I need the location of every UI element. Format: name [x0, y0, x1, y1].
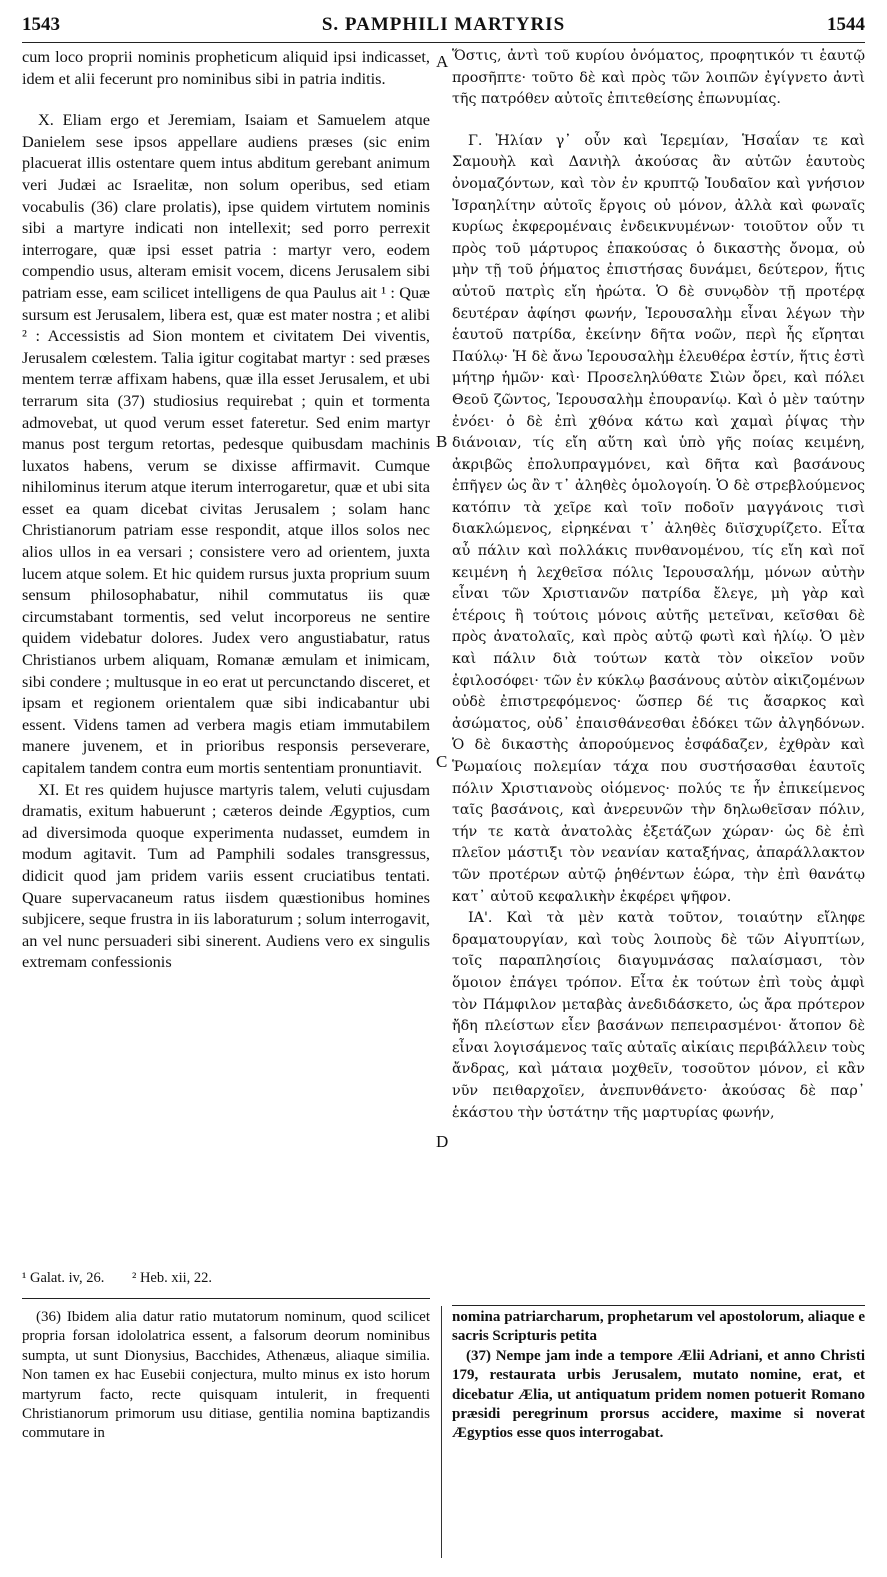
running-header — [22, 10, 865, 40]
latin-paragraph-x: X. Eliam ergo et Jeremiam, Isaiam et Samuelem atque Danielem sese ipsos appellare audiens præses (sic enim placuerat illis ostentare quem intus abditum gerebant animum veri Judæi ac Israelitæ, non solum operibus, sed etiam vocabulis (36) clare prolatis), ipse quidem virtutem nominis sibi a martyre indicati non intellexit; sed porro perrexit interrogare, quæ ipsi esset patria : martyr vero, eodem compendio usus, alteram emisit vocem, dicens Jerusalem sibi patriam esse, eam scilicet intelligens de qua Paulus ait ¹ : Quæ sursum est Jerusalem, libera est, quæ est mater nostra ; et alibi ² : Accessistis ad Sion montem et civitatem Dei viventis, Jerusalem cœlestem. Talia igitur cogitabat martyr : sed præses mentem terræ affixam habens, quæ illa esset Jerusalem, et ubi terrarum sita (37) studiosius requirebat ; quin et tormenta admovebat, ut quod verum esset fateretur. Sed enim martyr manus post tergum retortas, pedesque quibusdam machinis luxatos habens, verum se dixisse affirmavit. Cumque nihilominus iterum atque iterum interrogaretur, quæ et ubi sita esset ea quam dicebat civitas Jerusalem ; solam hanc Christianorum patriam esse respondit, atque illos solos nec alios ullos in ea versari ; consistere vero ad orientem, juxta lucem atque solem. Et hic quidem rursus juxta proprium suum sensum philosophabatur, nihil commutatus iis quæ circumstabant tormentis, sed velut incorporeus ne sentire quidem videbatur dolores. Judex vero angustiabatur, ratus Christianos urbem aliquam, Romanæ æmulam et inimicam, sibi condere ; multusque in eo erat ut percunctando disceret, et ipsam et regionem orientalem quæ sibi indicabantur ubi essent. Videns tamen ad verbera magis etiam immutabilem manere juvenem, et in prioribus responsis perseverare, capitalem tandem contra eum mortis sententiam pronuntiavit. — [22, 110, 430, 777]
greek-paragraph-xi: ΙΑ'. Καὶ τὰ μὲν κατὰ τοῦτον, τοιαύτην εἴληφε δραματουργίαν, καὶ τοὺς λοιποὺς δὲ τῶν Αἰγυπτίων, τοῖς παραπλησίοις διαγυμνάσας παλαίσμασι, τὸν ὅμοιον ἐπάγει τρόπον. Εἶτα ἐκ τούτων ἐπὶ τοὺς ἀμφὶ τὸν Πάμφιλον μεταβὰς ἀνεδιδάσκετο, ὡς ἄρα πρότερον ἤδη πλείστων εἶεν βασάνων πεπειρασμένοι· ἄτοπον δὲ εἶναι λογισάμενος ταῖς αὐταῖς αἰκίαις περιβάλλειν τοὺς ἄνδρας, καὶ μάταια μοχθεῖν, τοσοῦτον μόνον, εἰ κἂν νῦν πειθαρχοῖεν, ἀνεπυνθάνετο· ἀκούσας δὲ παρ᾽ ἑκάστου τὴν ὑστάτην τῆς μαρτυρίας φωνήν, — [452, 910, 865, 1121]
notes-rule-right — [452, 1305, 865, 1306]
notes-right-column — [452, 1308, 865, 1558]
page-number-left: 1543 — [22, 14, 60, 35]
latin-column — [22, 46, 430, 1291]
note-36-continuation: nomina patriarcharum, prophetarum vel apostolorum, aliaque e sacris Scripturis petita — [452, 1309, 865, 1345]
notes-rule-left — [22, 1298, 430, 1299]
notes-column-divider — [441, 1306, 442, 1558]
header-rule — [22, 42, 865, 43]
page-number-right: 1544 — [826, 14, 865, 35]
margin-letter-b: B — [436, 432, 448, 451]
reference-galatians: ¹ Galat. iv, 26. — [22, 1270, 105, 1286]
note-37: (37) Nempe jam inde a tempore Ælii Adriani, et anno Christi 179, restaurata urbis Jerusalem, mutato nomine, erat, et dicebatur Ælia, ut antiquatum pridem nomen potuerit Romano præsidi peregrinum prorsus accidere, maxime si noverat Ægyptios esse quos interrogabat. — [452, 1347, 865, 1442]
margin-letter-a: A — [436, 52, 449, 71]
reference-hebrews: ² Heb. xii, 22. — [131, 1270, 213, 1286]
latin-paragraph-xi: XI. Et res quidem hujusce martyris talem, veluti cujusdam dramatis, exitum habuerunt ; cæteros deinde Ægyptios, cum ad diversimoda quoque experimenta nudasset, eumdem in modum agitavit. Tum ad Pamphili sodales transgressus, didicit quod jam pridem variis essent cruciatibus tentati. Quare supervacaneum ratus iisdem quæstionibus homines subjicere, seque frustra in iis laboraturum ; solum interrogavit, an vel nunc persuaderi sibi sinerent. Audiens vero ex singulis extremam confessionis — [22, 779, 430, 972]
greek-column — [452, 46, 865, 1291]
page-title: S. PAMPHILI MARTYRIS — [321, 14, 566, 35]
margin-letter-d: D — [436, 1132, 449, 1151]
notes-left-column — [22, 1308, 430, 1558]
margin-letter-c: C — [436, 752, 448, 771]
greek-paragraph-intro: Ὅστις, ἀντὶ τοῦ κυρίου ὀνόματος, προφητικόν τι ἑαυτῷ προσῆπτε· τοῦτο δὲ καὶ πρὸς τῶν λοιπῶν ἐγίγνετο ἀντὶ τῆς πατρόθεν αὐτοῖς ἐπιτεθείσης ἐπωνυμίας. — [452, 48, 865, 108]
latin-paragraph-intro: cum loco proprii nominis propheticum aliquid ipsi indicasset, idem et alii fecerunt pro nominibus sibi in patria inditis. — [22, 47, 430, 88]
note-36: (36) Ibidem alia datur ratio mutatorum nominum, quod scilicet propria forsan idololatrica essent, a falsorum deorum nominibus sumpta, ut sunt Dionysius, Bacchides, Athenæus, aliaque similia. Non tamen ex hac Eusebii conjectura, multo minus ex isto horum martyrum facto, recte quisquam intulerit, in frequenti Christianorum primorum usu ditiase, gentilia nomina baptizandis commutare in — [22, 1309, 430, 1442]
scripture-references — [22, 1268, 430, 1288]
greek-paragraph-x: Γ. Ἠλίαν γ᾽ οὖν καὶ Ἱερεμίαν, Ἡσαΐαν τε καὶ Σαμουὴλ καὶ Δανιὴλ ἀκούσας ἂν αὐτῶν ἑαυτοὺς ὀνομαζόντων, καὶ τὸν ἐν κρυπτῷ Ἰουδαῖον καὶ γνήσιον Ἰσραηλίτην αὐτοῖς ἔργοις οὐ μόνον, ἀλλὰ καὶ φωναῖς κυρίως ἐκφερομέναις ἐνδεικνυμένων· τοιοῦτον οὖν τι πρὸς τοῦ μάρτυρος ἐπακούσας ὁ δικαστὴς ὄνομα, οὐ μὴν τῇ τοῦ ῥήματος ἐπιστήσας δυνάμει, δεύτερον, ἥτις αὐτοῦ πατρὶς εἴη ἠρώτα. Ὁ δὲ συνῳδὸν τῇ προτέρᾳ δευτέραν ἀφίησι φωνήν, Ἱερουσαλὴμ εἶναι λέγων τὴν ἑαυτοῦ πατρίδα, ἐκείνην δῆτα νοῶν, περὶ ἧς εἴρηται Παύλῳ· Ἡ δὲ ἄνω Ἱερουσαλὴμ ἐλευθέρα ἐστίν, ἥτις ἐστὶ μήτηρ ἡμῶν· καὶ· Προσεληλύθατε Σιὼν ὄρει, καὶ πόλει Θεοῦ ζῶντος, Ἱερουσαλὴμ ἐπουρανίῳ. Καὶ ὁ μὲν ταύτην ἐνόει· ὁ δὲ ἐπὶ χθόνα κάτω καὶ χαμαὶ ῥίψας τὴν διάνοιαν, τίς εἴη αὕτη καὶ ὑπὸ γῆς ποίας κειμένη, ἀκριβῶς ἐπολυπραγμόνει, καὶ δῆτα καὶ βασάνους ἐπῆγεν ὡς ἂν τ᾽ ἀληθὲς ὁμολογοίη. Ὁ δὲ στρεβλούμενος κατόπιν τὰ χεῖρε καὶ τοῖν ποδοῖν μαγγάνοις τισὶ διακλώμενος, εἰρηκέναι τ᾽ ἀληθὲς διϊσχυρίζετο. Εἶτα αὖ πάλιν καὶ πολλάκις πυνθανομένου, τίς εἴη καὶ ποῖ κειμένη ἡ λεχθεῖσα πόλις Ἱερουσαλήμ, μόνων αὐτὴν εἶναι τῶν Χριστιανῶν πατρίδα ἔλεγε, μὴ γὰρ καὶ ἑτέροις ἢ τούτοις μόνοις αὐτῆς μετεῖναι, κεῖσθαι δὲ πρὸς ἀνατολαῖς, καὶ πρὸς αὐτῷ φωτὶ καὶ ἡλίῳ. Ὁ μὲν καὶ πάλιν διὰ τούτων κατὰ τὸν οἰκεῖον νοῦν ἐφιλοσόφει· τῶν ἐν κύκλῳ βασάνους αὐτὸν αἰκιζομένων οὐδὲ ἐπιστρεφόμενος· ὥσπερ δέ τις ἄσαρκος καὶ ἀσώματος, οὐδ᾽ ἐπαισθάνεσθαι ἐδόκει τῶν ἀλγηδόνων. Ὁ δὲ δικαστὴς ἀπορούμενος ἐσφάδαζεν, ἐχθρὰν καὶ Ῥωμαίοις πολεμίαν τάχα που συστήσασθαι ἑαυτοῖς πόλιν Χριστιανοὺς οἰόμενος· πολύς τε ἦν ἐπικείμενος ταῖς βασάνοις, καὶ ἀνερευνῶν τὴν δηλωθεῖσαν πόλιν, τήν τε κατὰ ἀνατολὰς ἐξετάζων χώραν· ὡς δὲ ἐπὶ πλεῖον μάστιξι τὸν νεανίαν καταξήνας, ἀπαράλλακτον τῶν προτέρων αὐτῷ ῥηθέντων ἑώρα, τὴν ἐπὶ θανάτῳ κατ᾽ αὐτοῦ κεφαλικὴν ἐκφέρει ψῆφον. — [452, 132, 865, 905]
